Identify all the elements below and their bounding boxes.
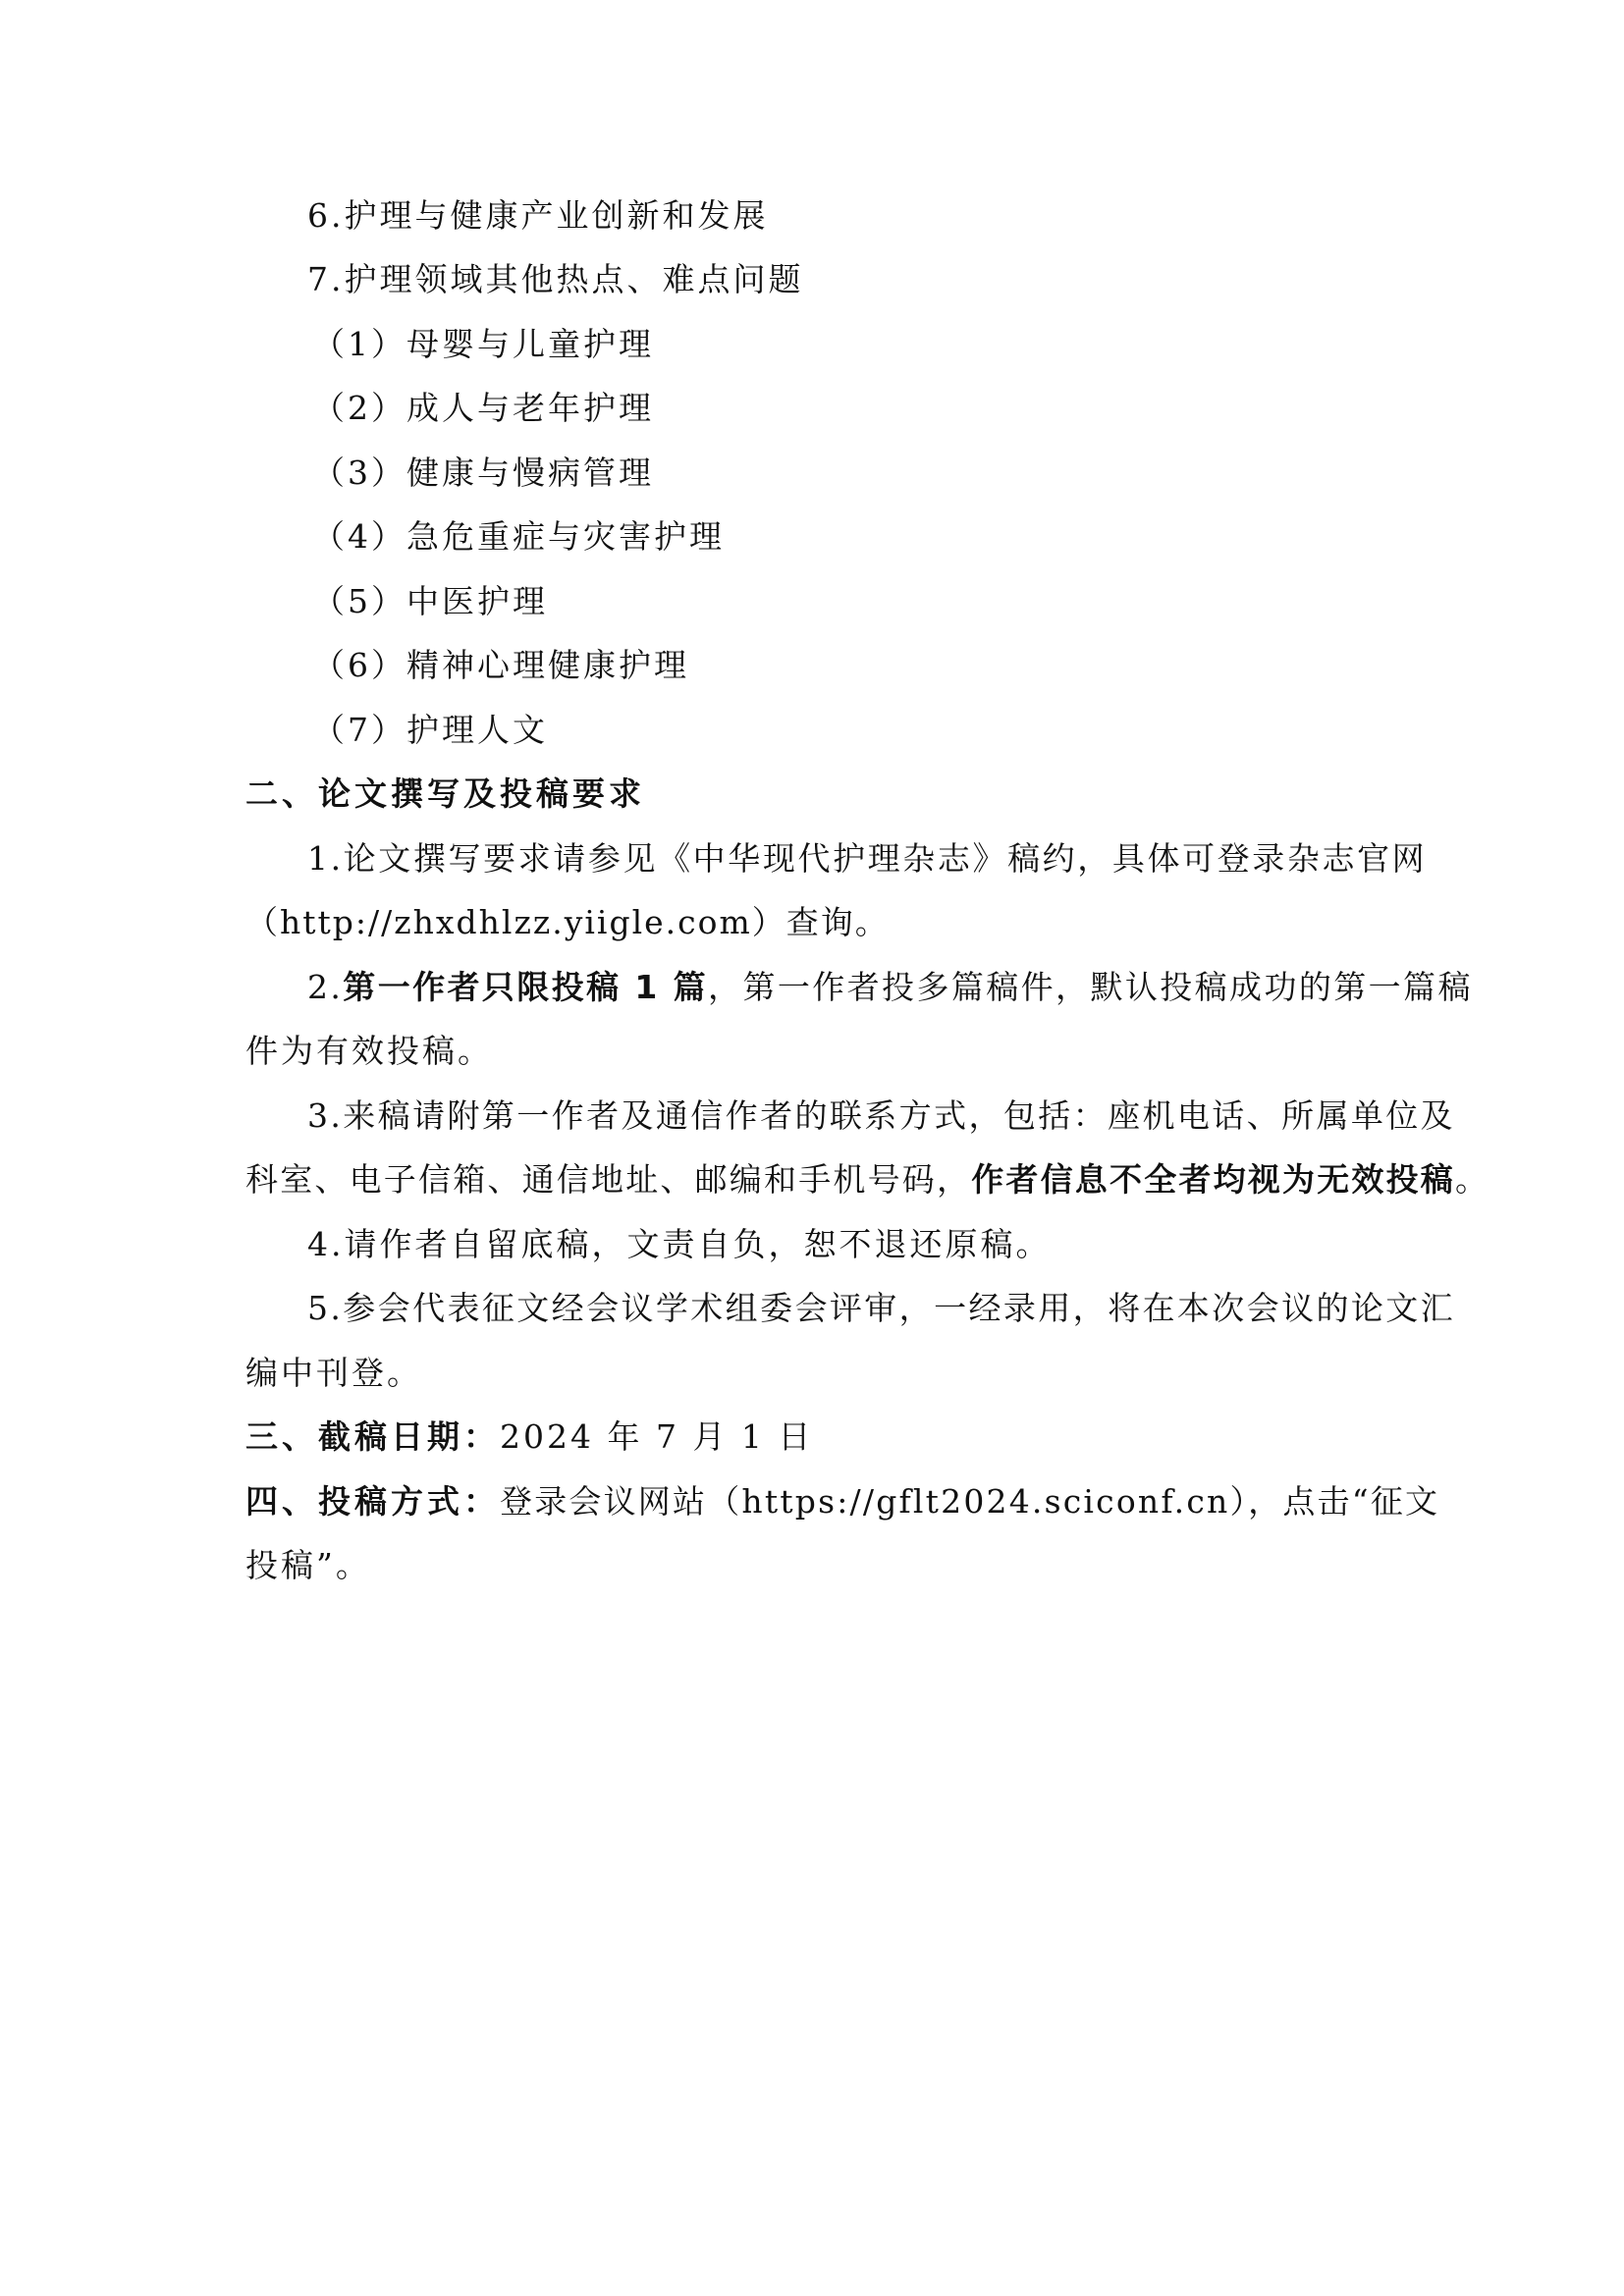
sub-item-3: （3）健康与慢病管理 [312,454,654,492]
sub-item-4: （4）急危重症与灾害护理 [312,517,725,556]
sub-item-2: （2）成人与老年护理 [312,389,654,427]
paragraph-2-line-2: 件为有效投稿。 [245,1032,493,1070]
paragraph-5-line-1: 5.参会代表征文经会议学术组委会评审，一经录用，将在本次会议的论文汇 [307,1289,1456,1327]
paragraph-4: 4.请作者自留底稿，文责自负，恕不退还原稿。 [307,1225,1052,1263]
sub-item-1: （1）母婴与儿童护理 [312,325,654,363]
section-2-heading: 二、论文撰写及投稿要求 [245,774,645,813]
sub-item-5: （5）中医护理 [312,582,548,620]
paragraph-2-line-1 [0,966,1624,1009]
paragraph-1-line-2: （http://zhxdhlzz.yiigle.com）查询。 [245,903,890,941]
paragraph-3-line-1: 3.来稿请附第一作者及通信作者的联系方式，包括：座机电话、所属单位及 [307,1096,1456,1135]
section-4-heading: 四、投稿方式： [245,1482,500,1521]
section-4-value: 登录会议网站（https://gflt2024.sciconf.cn），点击“征文 [500,1482,1440,1521]
section-3-line [0,1415,1624,1459]
sub-item-7: （7）护理人文 [312,711,548,749]
section-4-line-2: 投稿”。 [245,1546,371,1584]
sub-item-6: （6）精神心理健康护理 [312,646,689,684]
list-item-6: 6.护理与健康产业创新和发展 [307,196,769,235]
paragraph-3-bold: 作者信息不全者均视为无效投稿 [971,1160,1456,1199]
paragraph-3-end: 。 [1455,1160,1490,1199]
paragraph-2-prefix: 2. [307,968,344,1006]
paragraph-2-bold: 第一作者只限投稿 1 篇 [343,968,709,1006]
paragraph-3-line-2 [0,1158,1624,1201]
paragraph-1-line-1: 1.论文撰写要求请参见《中华现代护理杂志》稿约，具体可登录杂志官网 [307,839,1428,878]
list-item-7: 7.护理领域其他热点、难点问题 [307,260,804,298]
paragraph-5-line-2: 编中刊登。 [245,1354,422,1392]
section-4-line-1 [0,1480,1624,1523]
section-3-heading: 三、截稿日期： [245,1417,500,1456]
paragraph-2-rest: ，第一作者投多篇稿件，默认投稿成功的第一篇稿 [708,968,1473,1006]
paragraph-3-plain: 科室、电子信箱、通信地址、邮编和手机号码， [245,1160,972,1199]
section-3-value: 2024 年 7 月 1 日 [500,1417,814,1456]
